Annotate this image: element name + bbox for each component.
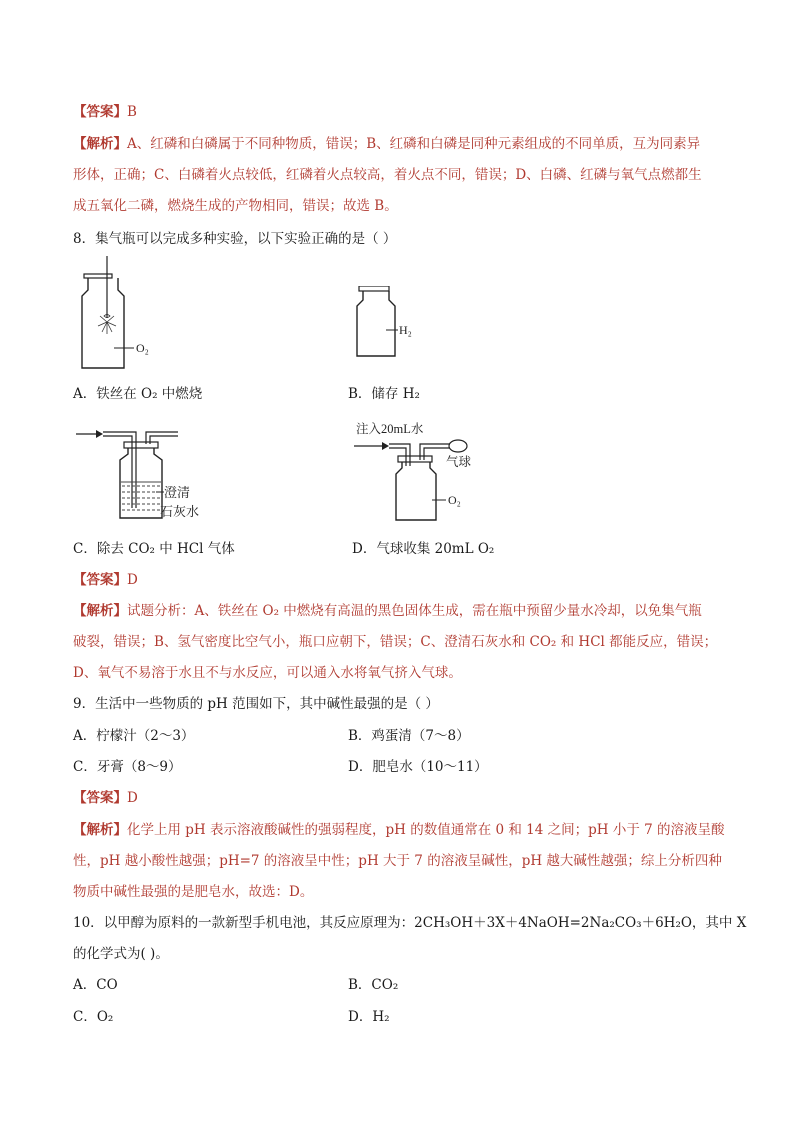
bottle-d-stopper — [398, 456, 432, 462]
q10-option-c: C．O₂ — [73, 1009, 114, 1025]
q8-option-c: C．除去 CO₂ 中 HCl 气体 — [73, 541, 235, 557]
q9-analysis-tag: 【解析】 — [73, 822, 127, 838]
q7-analysis-line-1 — [73, 134, 700, 154]
q9-stem: 9．生活中一些物质的 pH 范围如下，其中碱性最强的是（ ） — [73, 696, 439, 712]
bottle-b-stopper — [359, 286, 389, 291]
q8-analysis-line-3: D、氧气不易溶于水且不与水反应，可以通入水将氧气挤入气球。 — [73, 665, 462, 681]
q7-answer-value: B — [127, 104, 137, 120]
fig-c-label-2: 石灰水 — [160, 504, 200, 519]
bottle-a-stopper — [84, 274, 112, 278]
q8-analysis-tag: 【解析】 — [73, 603, 127, 619]
q8-option-b: B．储存 H₂ — [348, 386, 420, 402]
q8-option-a: A．铁丝在 O₂ 中燃烧 — [73, 386, 203, 402]
q9-option-b: B．鸡蛋清（7～8） — [348, 728, 470, 744]
q7-analysis-text-1: A、红磷和白磷属于不同种物质，错误；B、红磷和白磷是同种元素组成的不同单质，互为同素异 — [127, 136, 701, 152]
q10-stem-line-1: 10．以甲醇为原料的一款新型手机电池，其反应原理为：2CH₃OH＋3X＋4NaOH=2Na₂CO₃＋6H₂O，其中 X — [73, 915, 747, 931]
bottle-c-body — [120, 448, 162, 518]
q9-analysis-line-2: 性，pH 越小酸性越强；pH=7 的溶液呈中性；pH 大于 7 的溶液呈碱性，pH 越大碱性越强；综上分析四种 — [73, 853, 722, 869]
q8-answer-value: D — [127, 572, 138, 588]
q9-answer-value: D — [127, 790, 138, 806]
balloon-icon — [449, 440, 467, 452]
q7-analysis-line-2: 形体，正确；C、白磷着火点较低，红磷着火点较高，着火点不同，错误；D、白磷、红磷与氧气点燃都生 — [73, 167, 702, 183]
fig-d-o2-label: O₂ — [448, 493, 461, 507]
q9-answer — [73, 788, 138, 808]
q8-answer — [73, 570, 138, 590]
figure-d-balloon-bottle — [354, 420, 484, 524]
figure-a-iron-wire-bottle — [76, 256, 186, 374]
q7-analysis-tag: 【解析】 — [73, 136, 127, 152]
sparks — [98, 316, 116, 334]
fig-c-label-1: 澄清 — [164, 485, 191, 500]
fig-d-balloon-label: 气球 — [446, 455, 472, 469]
q10-stem-line-2: 的化学式为( )。 — [73, 946, 169, 962]
fig-b-h2-label: H₂ — [399, 323, 412, 337]
q8-analysis-text-1: 试题分析：A、铁丝在 O₂ 中燃烧有高温的黑色固体生成，需在瓶中预留少量水冷却，以免集气瓶 — [127, 603, 702, 619]
bottle-b-body — [357, 291, 395, 356]
q9-option-d: D．肥皂水（10～11） — [348, 759, 488, 775]
bottle-d-body — [396, 462, 436, 520]
arrow-in-icon — [382, 442, 389, 450]
q10-option-b: B．CO₂ — [348, 977, 399, 993]
bottle-c-stopper — [124, 442, 158, 448]
figure-c-washing-bottle — [76, 422, 216, 526]
q9-option-a: A．柠檬汁（2～3） — [73, 728, 195, 744]
q7-answer — [73, 102, 137, 122]
arrow-in-icon — [96, 430, 103, 438]
fig-d-top-label: 注入20mL水 — [356, 422, 424, 436]
q9-answer-tag: 【答案】 — [73, 790, 127, 806]
q9-option-c: C．牙膏（8～9） — [73, 759, 182, 775]
q10-option-d: D．H₂ — [348, 1009, 390, 1025]
q9-analysis-line-3: 物质中碱性最强的是肥皂水，故选：D。 — [73, 884, 314, 900]
q7-answer-tag: 【答案】 — [73, 104, 127, 120]
q9-analysis-text-1: 化学上用 pH 表示溶液酸碱性的强弱程度，pH 的数值通常在 0 和 14 之间；pH 小于 7 的溶液呈酸 — [127, 822, 725, 838]
q7-analysis-line-3: 成五氧化二磷，燃烧生成的产物相同，错误；故选 B。 — [73, 198, 398, 214]
q8-analysis-line-2: 破裂，错误；B、氢气密度比空气小，瓶口应朝下，错误；C、澄清石灰水和 CO₂ 和 HCl 都能反应，错误； — [73, 634, 718, 650]
figure-b-h2-bottle — [350, 286, 440, 362]
bottle-a-body — [82, 278, 124, 368]
q8-answer-tag: 【答案】 — [73, 572, 127, 588]
fig-a-o2-label: O₂ — [136, 341, 149, 355]
q8-option-d: D．气球收集 20mL O₂ — [352, 541, 495, 557]
q8-stem: 8．集气瓶可以完成多种实验，以下实验正确的是（ ） — [73, 231, 397, 247]
limewater-liquid — [121, 482, 161, 510]
q10-option-a: A．CO — [73, 977, 118, 993]
q8-analysis-line-1 — [73, 601, 702, 621]
q9-analysis-line-1 — [73, 820, 725, 840]
